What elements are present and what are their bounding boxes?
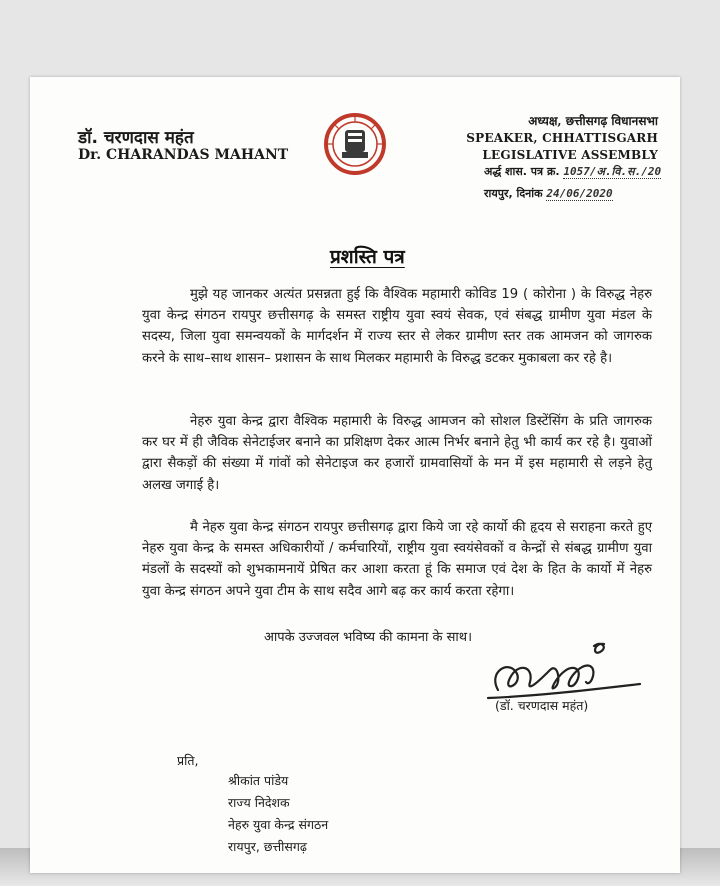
recipient-designation: राज्य निदेशक bbox=[228, 795, 290, 810]
date-label: रायपुर, दिनांक bbox=[484, 187, 543, 200]
designation-hindi: अध्यक्ष, छत्तीसगढ़ विधानसभा bbox=[528, 114, 658, 128]
date-value: 24/06/2020 bbox=[546, 187, 613, 200]
date-line bbox=[484, 186, 613, 201]
designation-english-2: LEGISLATIVE ASSEMBLY bbox=[482, 148, 658, 162]
reference-number: 1057/अ.वि.स./20 bbox=[563, 165, 662, 178]
reference-label: अर्द्ध शास. पत्र क्र. bbox=[484, 165, 560, 178]
speaker-designation bbox=[466, 113, 658, 164]
paragraph-1: मुझे यह जानकर अत्यंत प्रसन्नता हुई कि वैश्विक महामारी कोविड 19 ( कोरोना ) के विरुद्ध नेहरु युवा केन्द्र संगठन रायपुर छत्तीसगढ़ के समस्त राष्ट्रीय युवा स्वयं सेवक, एवं संबद्ध ग्रामीण युवा मंडल के सदस्य, जिला युवा समन्वयकों के मार्गदर्शन में राज्य स्तर से लेकर ग्रामीण स्तर तक आमजन को जागरुक करने के साथ–साथ शासन– प्रशासन के साथ मिलकर महामारी के विरुद्ध डटकर मुकाबला कर रहे है। bbox=[142, 287, 652, 366]
recipient-organization: नेहरु युवा केन्द्र संगठन bbox=[228, 817, 329, 832]
closing-line: आपके उज्जवल भविष्य की कामना के साथ। bbox=[264, 630, 473, 645]
reference-line bbox=[484, 164, 661, 179]
letter-title: प्रशस्ति पत्र bbox=[330, 246, 405, 268]
assembly-emblem-icon bbox=[322, 110, 388, 180]
sender-name-hindi: डॉ. चरणदास महंत bbox=[78, 128, 194, 148]
recipient-city: रायपुर, छत्तीसगढ़ bbox=[228, 839, 307, 854]
to-label: प्रति, bbox=[177, 753, 199, 768]
paragraph-2: नेहरु युवा केन्द्र द्वारा वैश्विक महामारी के विरुद्ध आमजन को सोशल डिस्टेंसिंग के प्रति जागरुक कर घर में ही जैविक सेनेटाईजर बनाने का प्रशिक्षण देकर आत्म निर्भर बनाने हेतु भी कार्य कर रहे है। युवाओं द्वारा सैकड़ों की संख्या में गांवों को सेनेटाइज कर हजारों ग्रामवासियों के मन में इस महामारी से लड़ने हेतु अलख जगाई है। bbox=[142, 414, 652, 493]
designation-english-1: SPEAKER, CHHATTISGARH bbox=[466, 131, 658, 145]
sender-name-english: Dr. CHARANDAS MAHANT bbox=[78, 147, 289, 163]
paragraph-3: मै नेहरु युवा केन्द्र संगठन रायपुर छत्तीसगढ़ द्वारा किये जा रहे कार्यो की हृदय से सराहना करते हुए नेहरु युवा केन्द्र के समस्त अधिकारीयों / कर्मचारियों, राष्ट्रीय युवा स्वयंसेवकों व केन्द्रों से संबद्ध ग्रामीण युवा मंडलों के सदस्यों को शुभकामनायें प्रेषित कर आशा करता हूं कि समाज एवं देश के हित के कार्यो में नेहरु युवा केन्द्र संगठन अपने युवा टीम के साथ सदैव आगे बढ़ कर कार्य करता रहेगा। bbox=[142, 520, 652, 599]
letter-document bbox=[30, 77, 680, 873]
signatory-name: (डॉ. चरणदास महंत) bbox=[495, 698, 589, 713]
recipient-name: श्रीकांत पांडेय bbox=[228, 773, 289, 788]
